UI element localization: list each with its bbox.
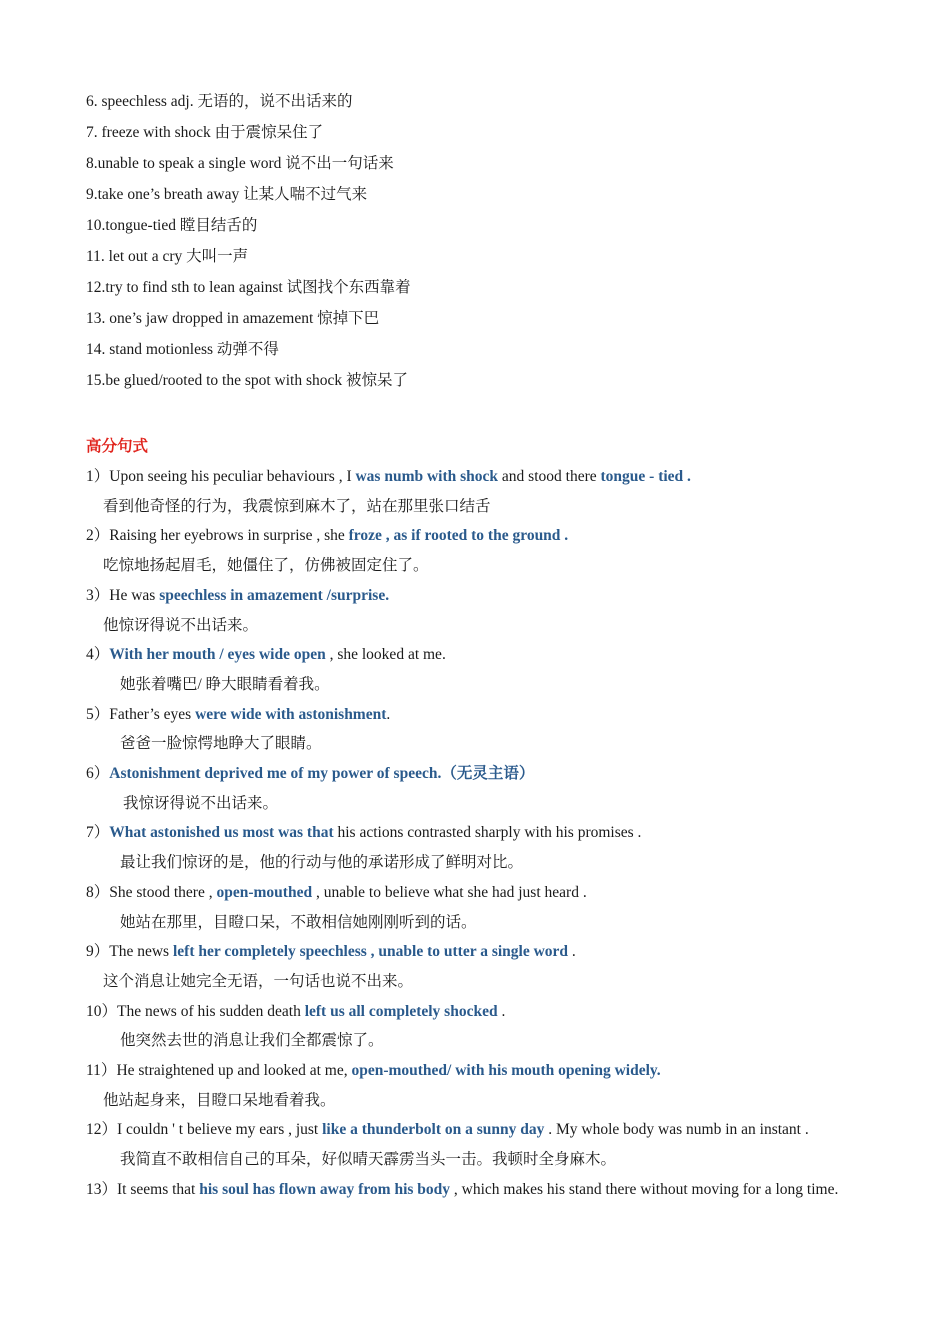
- sentence-number: 8）: [86, 883, 110, 901]
- highlight-phrase: were wide with astonishment: [195, 705, 387, 723]
- sentence-english: [86, 521, 866, 551]
- vocab-item: 6. speechless adj. 无语的，说不出话来的: [86, 93, 353, 110]
- vocab-item: 14. stand motionless 动弹不得: [86, 341, 279, 358]
- sentence-translation: 他惊讶得说不出话来。: [103, 616, 259, 634]
- highlight-phrase: What astonished us most was that: [109, 824, 334, 842]
- sentence-number: 10）: [86, 1002, 118, 1020]
- sentence-text: The news of his sudden death: [117, 1002, 305, 1020]
- sentence-item: [86, 818, 866, 877]
- sentence-text: It seems that: [117, 1180, 200, 1198]
- sentence-item: [86, 1115, 866, 1174]
- vocab-item: 12.try to find sth to lean against 试图找个东西靠着: [86, 279, 411, 296]
- sentence-list: [86, 462, 866, 1205]
- sentence-english: [86, 759, 866, 789]
- sentence-item: [86, 581, 866, 640]
- sentence-translation: 她张着嘴巴/ 睁大眼睛看着我。: [120, 675, 330, 693]
- vocab-item: 7. freeze with shock 由于震惊呆住了: [86, 124, 324, 141]
- sentence-english: [86, 700, 866, 730]
- sentence-number: 9）: [86, 943, 110, 961]
- section-title: 高分句式: [86, 438, 149, 455]
- sentence-english: [86, 937, 866, 967]
- sentence-english: [86, 1056, 866, 1086]
- vocabulary-list: [86, 86, 866, 396]
- sentence-translation: 她站在那里，目瞪口呆，不敢相信她刚刚听到的话。: [120, 913, 477, 931]
- sentence-text: .: [386, 705, 391, 723]
- sentence-item: [86, 878, 866, 937]
- sentence-item: [86, 1175, 866, 1205]
- highlight-phrase: open-mouthed/ with his mouth opening widely.: [351, 1062, 661, 1080]
- sentence-item: [86, 521, 866, 580]
- sentence-text: She stood there ,: [109, 883, 217, 901]
- sentence-translation: 最让我们惊讶的是，他的行动与他的承诺形成了鲜明对比。: [120, 854, 524, 872]
- sentence-text: Father’s eyes: [109, 705, 196, 723]
- sentence-text: I couldn ' t believe my ears , just: [117, 1121, 323, 1139]
- document-page: [86, 86, 866, 1205]
- sentence-english: [86, 997, 866, 1027]
- sentence-text: and stood there: [498, 468, 601, 485]
- sentence-text: .: [497, 1002, 506, 1020]
- sentence-english: [86, 462, 866, 492]
- sentence-number: 3）: [86, 586, 110, 604]
- sentence-english: [86, 1115, 866, 1145]
- sentence-number: 7）: [86, 824, 110, 842]
- sentence-text: . My whole body was numb in an instant .: [544, 1121, 809, 1139]
- sentence-translation: 我简直不敢相信自己的耳朵，好似晴天霹雳当头一击。我顿时全身麻木。: [120, 1151, 617, 1169]
- sentence-text: He straightened up and looked at me,: [116, 1062, 352, 1080]
- sentence-english: [86, 818, 866, 848]
- sentence-item: [86, 759, 866, 818]
- sentence-text: The news: [109, 943, 173, 961]
- sentence-english: [86, 640, 866, 670]
- sentence-number: 2）: [86, 527, 110, 545]
- sentence-text: , unable to believe what she had just heard .: [312, 883, 587, 901]
- sentence-translation: 他突然去世的消息让我们全都震惊了。: [120, 1032, 384, 1050]
- sentence-english: [86, 581, 866, 611]
- vocab-item: 8.unable to speak a single word 说不出一句话来: [86, 155, 394, 172]
- sentence-text: .: [568, 943, 576, 961]
- sentence-translation: 吃惊地扬起眉毛，她僵住了，仿佛被固定住了。: [103, 557, 429, 575]
- sentence-text: , she looked at me.: [325, 646, 446, 664]
- sentence-number: 5）: [86, 705, 110, 723]
- highlight-phrase: like a thunderbolt on a sunny day: [322, 1121, 545, 1139]
- highlight-phrase: Astonishment deprived me of my power of speech.（无灵主语）: [109, 765, 535, 783]
- sentence-item: [86, 997, 866, 1056]
- highlight-phrase: was numb with shock: [355, 468, 499, 485]
- sentence-item: [86, 1056, 866, 1115]
- sentence-item: [86, 700, 866, 759]
- sentence-text: He was: [109, 586, 160, 604]
- sentence-text: Raising her eyebrows in surprise , she: [109, 527, 349, 545]
- vocab-item: 9.take one’s breath away 让某人喘不过气来: [86, 186, 368, 203]
- sentence-translation: 爸爸一脸惊愕地睁大了眼睛。: [120, 735, 322, 753]
- sentence-number: 12）: [86, 1121, 118, 1139]
- sentence-number: 1）: [86, 468, 110, 485]
- sentence-text: his actions contrasted sharply with his promises .: [333, 824, 642, 842]
- sentence-translation: 他站起身来，目瞪口呆地看着我。: [103, 1091, 336, 1109]
- highlight-phrase: open-mouthed: [216, 883, 313, 901]
- sentence-number: 11）: [86, 1062, 117, 1080]
- sentence-number: 4）: [86, 646, 110, 664]
- highlight-phrase: froze , as if rooted to the ground .: [348, 527, 569, 545]
- sentence-english: [86, 1175, 866, 1205]
- sentence-item: [86, 937, 866, 996]
- vocab-item: 11. let out a cry 大叫一声: [86, 248, 249, 265]
- sentence-english: [86, 878, 866, 908]
- vocab-item: 10.tongue-tied 瞠目结舌的: [86, 217, 258, 234]
- sentence-number: 13）: [86, 1180, 118, 1198]
- highlight-phrase: left her completely speechless , unable to utter a single word: [172, 943, 569, 961]
- highlight-phrase: his soul has flown away from his body: [199, 1180, 451, 1198]
- highlight-phrase: speechless in amazement /surprise.: [159, 586, 390, 604]
- sentence-text: Upon seeing his peculiar behaviours , I: [109, 468, 356, 485]
- highlight-phrase: With her mouth / eyes wide open: [109, 646, 326, 664]
- vocab-item: 13. one’s jaw dropped in amazement 惊掉下巴: [86, 310, 380, 327]
- sentence-translation: 看到他奇怪的行为，我震惊到麻木了，站在那里张口结舌: [103, 497, 491, 515]
- sentence-text: , which makes his stand there without moving for a long time.: [450, 1180, 839, 1198]
- sentence-translation: 我惊讶得说不出话来。: [123, 794, 279, 812]
- sentence-item: [86, 640, 866, 699]
- sentence-number: 6）: [86, 765, 110, 783]
- vocab-item: 15.be glued/rooted to the spot with shock 被惊呆了: [86, 372, 409, 389]
- highlight-phrase: tongue - tied .: [600, 468, 691, 485]
- sentence-translation: 这个消息让她完全无语，一句话也说不出来。: [103, 972, 414, 990]
- highlight-phrase: left us all completely shocked: [304, 1002, 498, 1020]
- sentence-item: [86, 462, 866, 521]
